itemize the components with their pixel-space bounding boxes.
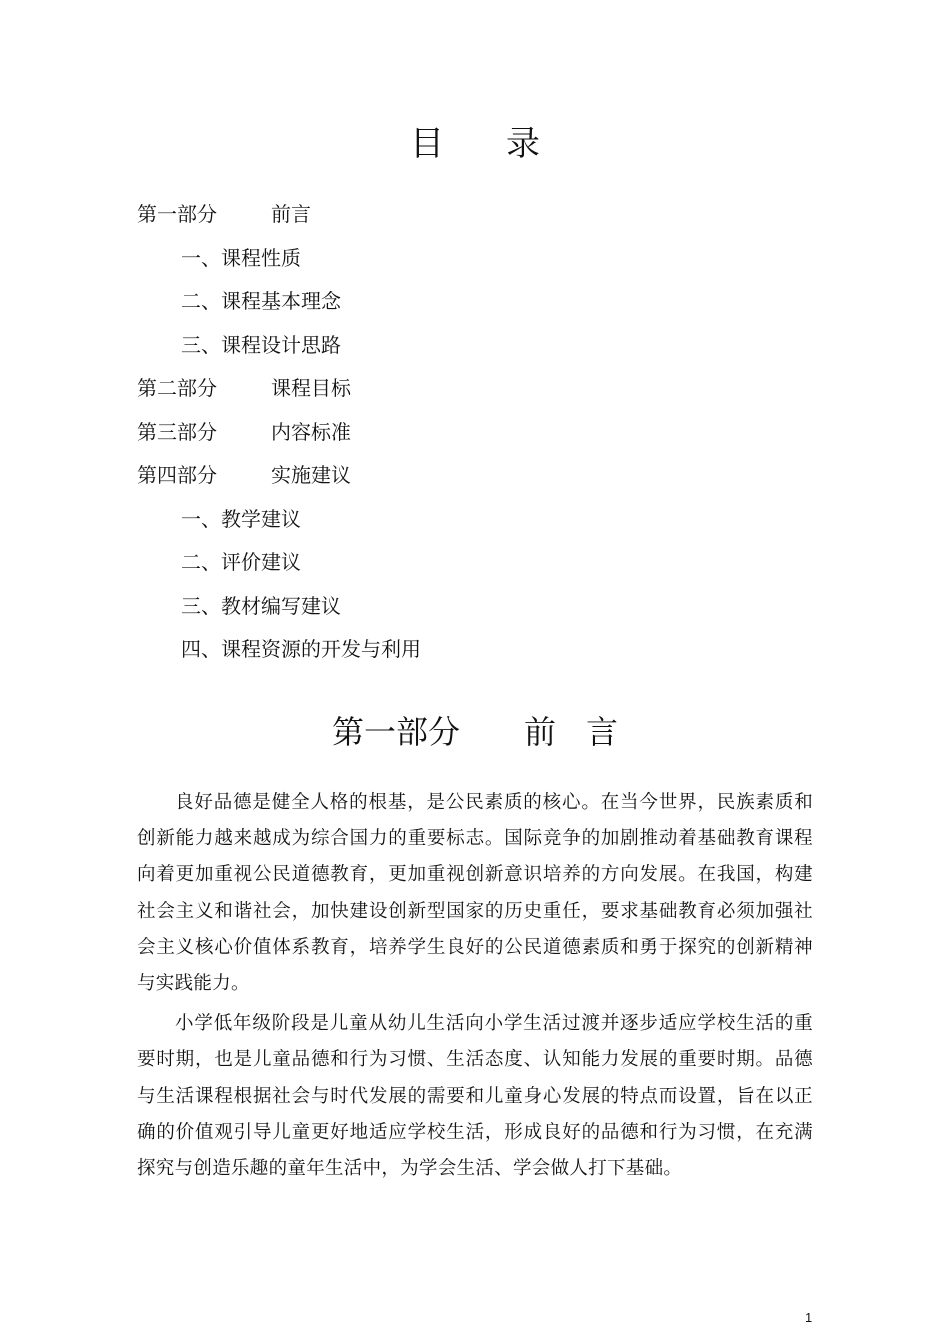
toc-entry-design-ideas[interactable] xyxy=(137,327,837,371)
toc-entry-label: 课程目标 xyxy=(271,376,351,400)
toc-entry-label: 二、评价建议 xyxy=(181,550,301,574)
table-of-contents xyxy=(137,196,837,675)
toc-entry-label: 三、课程设计思路 xyxy=(181,332,341,357)
toc-entry-label: 一、课程性质 xyxy=(181,245,301,270)
body-paragraph: 良好品德是健全人格的根基，是公民素质的核心。在当今世界，民族素质和创新能力越来越成为综合国力的重要标志。国际竞争的加剧推动着基础教育课程向着更加重视公民道德教育，更加重视创新意识培养的方向发展。在我国，构建社会主义和谐社会，加快建设创新型国家的历史重任，要求基础教育必须加强社会主义核心价值体系教育，培养学生良好的公民道德素质和勇于探究的创新精神与实践能力。 xyxy=(137,792,813,995)
section-body xyxy=(137,785,813,1187)
section-name: 前言 xyxy=(524,713,649,751)
toc-part-number: 第二部分 xyxy=(137,376,217,400)
toc-entry-part-4[interactable] xyxy=(137,457,837,501)
toc-entry-label: 内容标准 xyxy=(271,419,351,444)
page-number: 1 xyxy=(805,1310,813,1325)
toc-entry-label: 一、教学建议 xyxy=(181,506,301,531)
toc-part-number: 第四部分 xyxy=(137,463,217,487)
toc-entry-label: 四、课程资源的开发与利用 xyxy=(181,637,421,661)
toc-entry-basic-concepts[interactable] xyxy=(137,283,837,327)
toc-entry-course-nature[interactable] xyxy=(137,240,837,284)
toc-entry-label: 前言 xyxy=(271,202,311,226)
toc-entry-label: 实施建议 xyxy=(271,463,351,487)
toc-part-number: 第一部分 xyxy=(137,202,217,226)
body-paragraph: 小学低年级阶段是儿童从幼儿生活向小学生活过渡并逐步适应学校生活的重要时期，也是儿童品德和行为习惯、生活态度、认知能力发展的重要时期。品德与生活课程根据社会与时代发展的需要和儿童身心发展的特点而设置，旨在以正确的价值观引导儿童更好地适应学校生活，形成良好的品德和行为习惯，在充满探究与创造乐趣的童年生活中，为学会生活、学会做人打下基础。 xyxy=(137,1013,813,1180)
toc-title-char-2: 录 xyxy=(506,124,540,164)
toc-entry-part-2[interactable] xyxy=(137,370,837,414)
toc-entry-textbook[interactable] xyxy=(137,588,837,632)
toc-entry-teaching[interactable] xyxy=(137,501,837,545)
section-part-number: 第一部分 xyxy=(331,713,460,751)
toc-title-char-1: 目 xyxy=(410,124,444,164)
toc-entry-evaluation[interactable] xyxy=(137,544,837,588)
toc-entry-label: 二、课程基本理念 xyxy=(181,289,341,313)
toc-part-number: 第三部分 xyxy=(137,419,217,444)
toc-entry-label: 三、教材编写建议 xyxy=(181,593,341,618)
toc-entry-part-1[interactable] xyxy=(137,196,837,240)
toc-title xyxy=(0,120,950,168)
section-title xyxy=(0,707,950,757)
toc-entry-part-3[interactable] xyxy=(137,414,837,458)
toc-entry-resources[interactable] xyxy=(137,631,837,675)
